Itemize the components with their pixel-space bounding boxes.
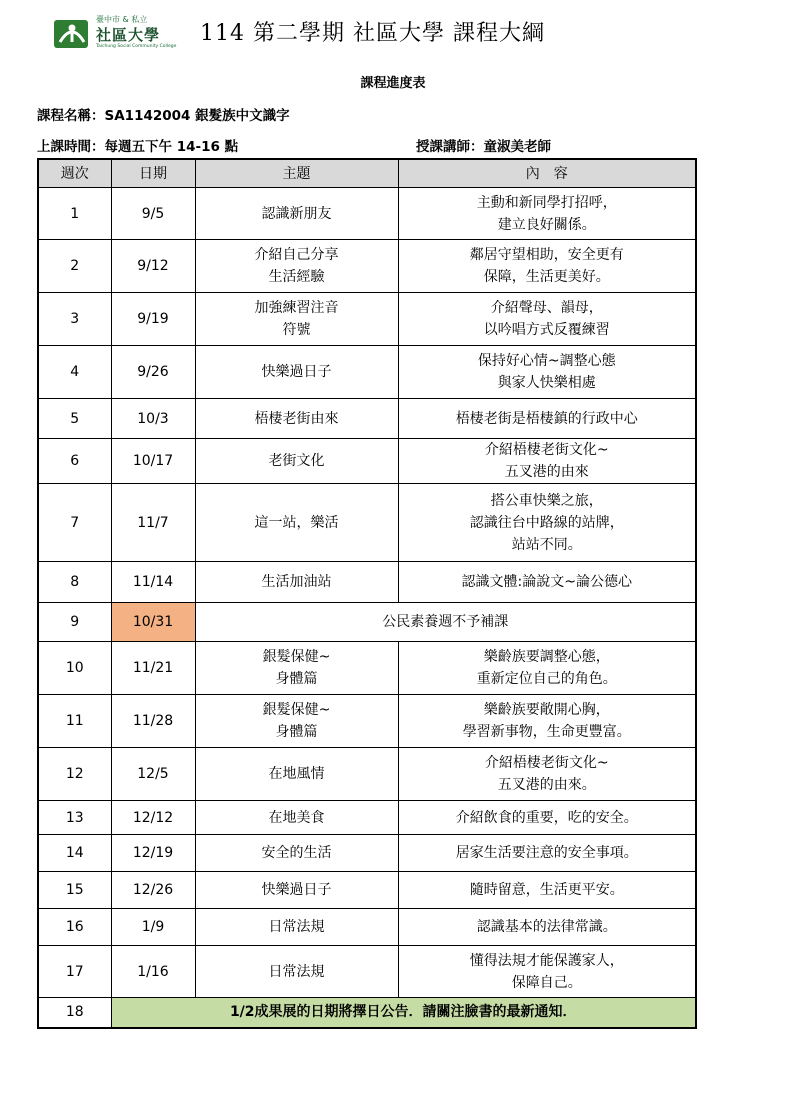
week-cell: 17 [38,946,111,998]
table-row [38,946,696,998]
date-cell: 12/5 [111,748,195,801]
logo-main-text: 社區大學 [96,26,161,44]
content-cell: 認識文體:論說文~論公德心 [398,562,696,603]
schedule-table [37,158,697,1029]
topic-cell: 認識新朋友 [195,188,398,240]
content-cell: 鄰居守望相助，安全更有 保障，生活更美好。 [398,240,696,293]
week-cell: 12 [38,748,111,801]
table-row [38,562,696,603]
week-cell: 14 [38,835,111,872]
content-cell: 隨時留意，生活更平安。 [398,872,696,909]
week-cell: 4 [38,346,111,399]
table-row [38,439,696,484]
topic-cell: 日常法規 [195,946,398,998]
week-cell: 13 [38,801,111,835]
class-time: 上課時間：每週五下午 14-16 點 [37,139,239,155]
logo-small-text: 臺中市 & 私立 [96,15,148,24]
page-title: 114 第二學期 社區大學 課程大綱 [200,21,545,46]
date-cell: 9/12 [111,240,195,293]
content-cell: 認識基本的法律常識。 [398,909,696,946]
note-cell: 公民素養週不予補課 [195,603,696,642]
week-cell: 18 [38,998,111,1028]
content-cell: 搭公車快樂之旅， 認識往台中路線的站牌， 站站不同。 [398,484,696,562]
date-cell: 11/21 [111,642,195,695]
topic-cell: 安全的生活 [195,835,398,872]
topic-cell: 在地風情 [195,748,398,801]
date-cell: 9/5 [111,188,195,240]
date-cell: 9/19 [111,293,195,346]
course-name: 課程名稱：SA1142004 銀髮族中文識字 [37,108,290,124]
table-row [38,188,696,240]
table-row [38,642,696,695]
table-row [38,695,696,748]
date-cell: 10/3 [111,399,195,439]
table-row [38,872,696,909]
date-cell: 1/9 [111,909,195,946]
topic-cell: 在地美食 [195,801,398,835]
topic-cell: 銀髮保健~ 身體篇 [195,695,398,748]
table-row [38,240,696,293]
week-cell: 1 [38,188,111,240]
content-cell: 介紹梧棲老街文化~ 五叉港的由來 [398,439,696,484]
week-cell: 16 [38,909,111,946]
content-cell: 介紹聲母、韻母， 以吟唱方式反覆練習 [398,293,696,346]
content-cell: 保持好心情~調整心態 與家人快樂相處 [398,346,696,399]
table-row [38,909,696,946]
content-cell: 懂得法規才能保護家人， 保障自己。 [398,946,696,998]
topic-cell: 快樂過日子 [195,346,398,399]
content-cell: 梧棲老街是梧棲鎮的行政中心 [398,399,696,439]
table-row [38,293,696,346]
logo-english-text: Taichung Social Community College [96,44,177,49]
topic-cell: 梧棲老街由來 [195,399,398,439]
week-cell: 8 [38,562,111,603]
final-note-cell: 1/2成果展的日期將擇日公告．請關注臉書的最新通知． [111,998,696,1028]
date-cell: 11/7 [111,484,195,562]
week-cell: 5 [38,399,111,439]
table-row [38,484,696,562]
content-cell: 樂齡族要調整心態， 重新定位自己的角色。 [398,642,696,695]
week-cell: 9 [38,603,111,642]
topic-cell: 銀髮保健~ 身體篇 [195,642,398,695]
table-row [38,399,696,439]
topic-cell: 生活加油站 [195,562,398,603]
week-cell: 15 [38,872,111,909]
page-subtitle: 課程進度表 [360,76,426,91]
week-cell: 6 [38,439,111,484]
week-cell: 10 [38,642,111,695]
content-cell: 樂齡族要敞開心胸， 學習新事物，生命更豐富。 [398,695,696,748]
topic-cell: 加強練習注音 符號 [195,293,398,346]
content-cell: 介紹梧棲老街文化~ 五叉港的由來。 [398,748,696,801]
header-topic: 主題 [195,159,398,188]
topic-cell: 介紹自己分享 生活經驗 [195,240,398,293]
topic-cell: 這一站，樂活 [195,484,398,562]
table-row [38,346,696,399]
week-cell: 11 [38,695,111,748]
date-cell: 1/16 [111,946,195,998]
content-cell: 介紹飲食的重要，吃的安全。 [398,801,696,835]
teacher-name: 授課講師：童淑美老師 [416,139,551,155]
date-cell: 11/28 [111,695,195,748]
date-cell: 10/17 [111,439,195,484]
date-cell: 12/19 [111,835,195,872]
college-logo-icon [52,16,92,52]
table-row [38,998,696,1028]
content-cell: 居家生活要注意的安全事項。 [398,835,696,872]
date-cell: 10/31 [111,603,195,642]
week-cell: 2 [38,240,111,293]
table-row [38,748,696,801]
table-row [38,801,696,835]
topic-cell: 快樂過日子 [195,872,398,909]
college-logo [52,14,177,54]
week-cell: 3 [38,293,111,346]
table-header-row [38,159,696,188]
content-cell: 主動和新同學打招呼， 建立良好關係。 [398,188,696,240]
table-row [38,603,696,642]
topic-cell: 日常法規 [195,909,398,946]
schedule-body [38,188,696,1028]
header-week: 週次 [38,159,111,188]
header-content: 內 容 [398,159,696,188]
table-row [38,835,696,872]
date-cell: 12/26 [111,872,195,909]
date-cell: 12/12 [111,801,195,835]
date-cell: 11/14 [111,562,195,603]
topic-cell: 老街文化 [195,439,398,484]
header-date: 日期 [111,159,195,188]
week-cell: 7 [38,484,111,562]
date-cell: 9/26 [111,346,195,399]
